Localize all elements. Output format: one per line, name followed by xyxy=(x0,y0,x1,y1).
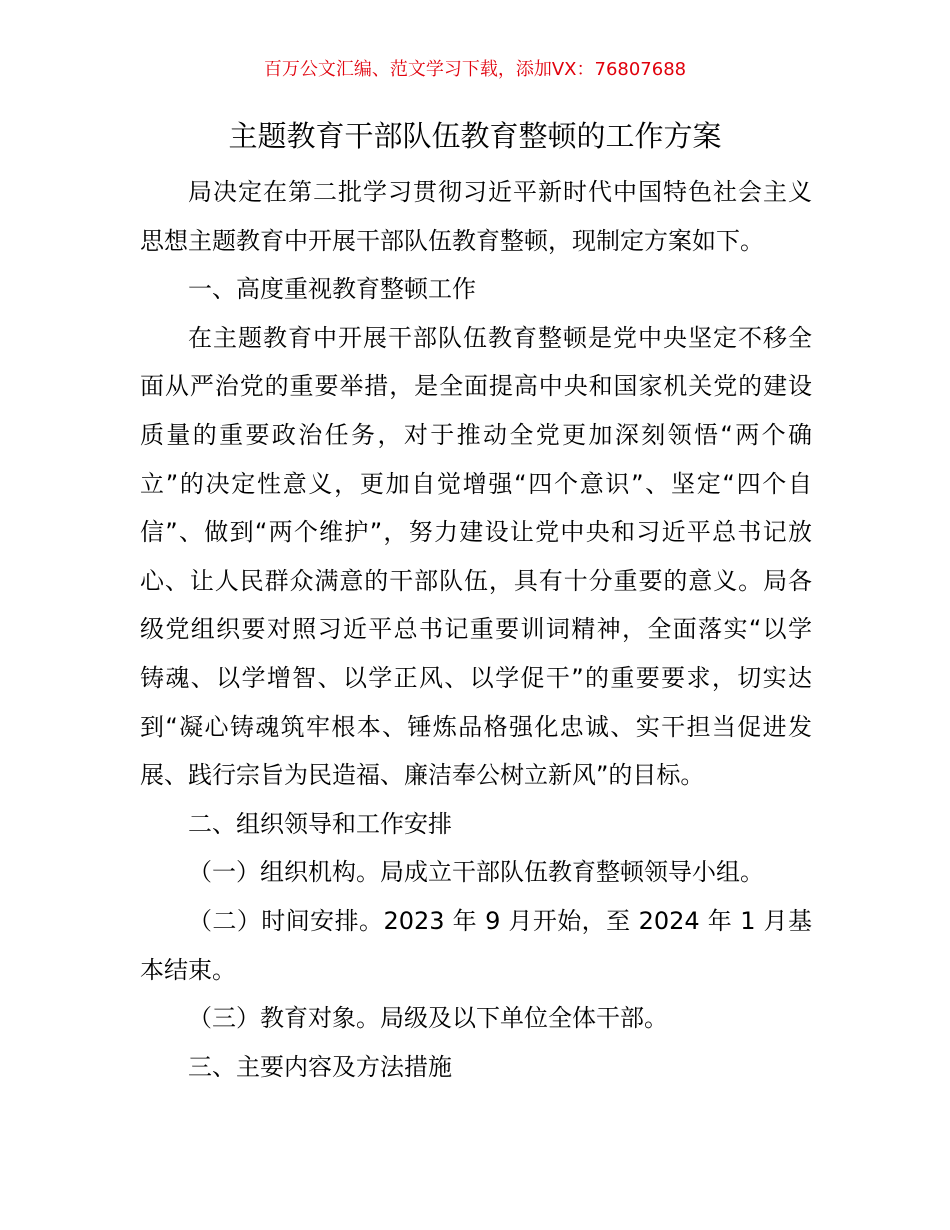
paragraph-1-line-6: 心、让人民群众满意的干部队伍，具有十分重要的意义。局各 xyxy=(140,566,812,595)
paragraph-1-line-8: 铸魂、以学增智、以学正风、以学促干”的重要要求，切实达 xyxy=(140,663,812,692)
section-heading-2: 二、组织领导和工作安排 xyxy=(188,809,452,838)
watermark-banner: 百万公文汇编、范文学习下载，添加VX：76807688 xyxy=(263,59,687,80)
paragraph-1-line-10: 展、践行宗旨为民造福、廉洁奉公树立新风”的目标。 xyxy=(140,761,705,790)
paragraph-1-line-7: 级党组织要对照习近平总书记重要训词精神，全面落实“以学 xyxy=(140,615,812,644)
document-title: 主题教育干部队伍教育整顿的工作方案 xyxy=(228,119,722,153)
section-heading-1: 一、高度重视教育整顿工作 xyxy=(188,275,476,304)
item-schedule-line-2: 本结束。 xyxy=(140,955,236,984)
item-schedule-line-1: （二）时间安排。2023 年 9 月开始，至 2024 年 1 月基 xyxy=(188,906,812,935)
paragraph-1-line-5: 信”、做到“两个维护”，努力建设让党中央和习近平总书记放 xyxy=(140,518,812,547)
item-target-audience: （三）教育对象。局级及以下单位全体干部。 xyxy=(188,1004,668,1033)
paragraph-intro-line-2: 思想主题教育中开展干部队伍教育整顿，现制定方案如下。 xyxy=(140,226,764,255)
item-organization: （一）组织机构。局成立干部队伍教育整顿领导小组。 xyxy=(188,858,764,887)
paragraph-1-line-1: 在主题教育中开展干部队伍教育整顿是党中央坚定不移全 xyxy=(188,323,812,352)
section-heading-3: 三、主要内容及方法措施 xyxy=(188,1052,452,1081)
paragraph-1-line-4: 立”的决定性意义，更加自觉增强“四个意识”、坚定“四个自 xyxy=(140,469,812,498)
paragraph-intro-line-1: 局决定在第二批学习贯彻习近平新时代中国特色社会主义 xyxy=(188,178,812,206)
paragraph-1-line-3: 质量的重要政治任务，对于推动全党更加深刻领悟“两个确 xyxy=(140,420,812,449)
document-body xyxy=(140,168,812,1091)
paragraph-1-line-9: 到“凝心铸魂筑牢根本、锤炼品格强化忠诚、实干担当促进发 xyxy=(140,712,812,741)
paragraph-1-line-2: 面从严治党的重要举措，是全面提高中央和国家机关党的建设 xyxy=(140,372,812,401)
